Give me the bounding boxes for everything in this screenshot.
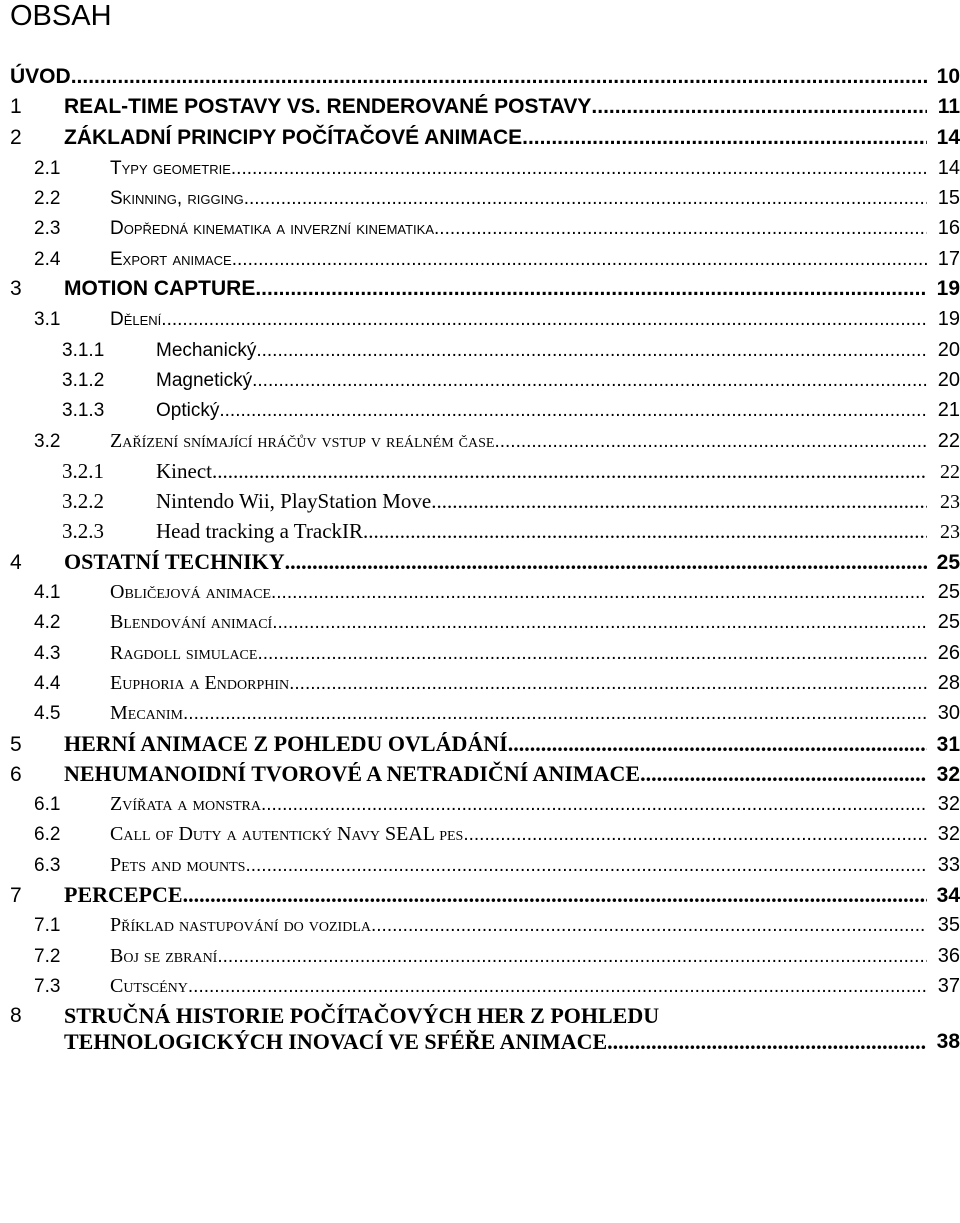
toc-entry-number: 4.3 (34, 642, 61, 664)
toc-entry-page: 22 (937, 429, 960, 452)
toc-entry-number: 3.2.1 (62, 458, 104, 483)
toc-entry-title: Ragdoll simulace (110, 641, 258, 664)
table-of-contents (0, 62, 960, 1055)
toc-entry-chapter-1[interactable] (0, 92, 960, 122)
dot-leader (285, 547, 927, 577)
toc-entry-title: PERCEPCE (64, 882, 183, 908)
toc-entry-section-3-1[interactable] (0, 304, 960, 334)
dot-leader (183, 880, 927, 910)
toc-entry-page: 19 (936, 277, 960, 301)
toc-entry-page: 19 (937, 308, 960, 331)
toc-entry-number: 2 (10, 125, 22, 149)
toc-entry-title: Call of Duty a autentický Navy SEAL pes (110, 823, 464, 846)
toc-entry-title: Kinect (156, 458, 212, 483)
toc-entry-section-4-1[interactable] (0, 577, 960, 607)
toc-entry-title: Mechanický (156, 339, 257, 361)
dot-leader (231, 154, 927, 184)
toc-entry-page: 20 (937, 338, 960, 361)
toc-entry-title: Dopředná kinematika a inverzní kinematika (110, 218, 435, 240)
toc-entry-section-4-4[interactable] (0, 668, 960, 698)
toc-entry-number: 8 (10, 1004, 22, 1028)
toc-entry-page: 16 (937, 217, 960, 240)
toc-entry-section-6-3[interactable] (0, 850, 960, 880)
dot-leader (257, 639, 927, 669)
toc-entry-number: 2.3 (34, 218, 61, 240)
toc-entry-number: 3.1.1 (62, 339, 105, 361)
dot-leader (463, 820, 927, 850)
toc-entry-page: 28 (937, 671, 960, 694)
toc-entry-title: Obličejová animace (110, 581, 271, 604)
toc-entry-title: Příklad nastupování do vozidla (110, 914, 371, 937)
toc-entry-title: Dělení (110, 309, 162, 331)
toc-entry-title: Export animace (110, 248, 232, 270)
toc-entry-number: 2.2 (34, 188, 61, 210)
toc-entry-page: 38 (936, 1030, 960, 1054)
toc-entry-title: Pets and mounts (110, 853, 246, 876)
dot-leader (271, 578, 927, 608)
toc-entry-page: 32 (937, 793, 960, 816)
toc-entry-title: ZÁKLADNÍ PRINCIPY POČÍTAČOVÉ ANIMACE (64, 125, 523, 149)
toc-entry-chapter-7[interactable] (0, 880, 960, 910)
dot-leader (212, 456, 927, 486)
toc-entry-title: Blendování animací (110, 611, 273, 634)
toc-entry-title: Cutscény (110, 974, 188, 997)
toc-entry-page: 31 (936, 732, 960, 756)
toc-entry-page: 23 (940, 521, 960, 544)
toc-entry-page: 17 (937, 247, 960, 270)
dot-leader (161, 305, 927, 335)
toc-entry-page: 22 (940, 460, 960, 483)
toc-entry-chapter-2[interactable] (0, 123, 960, 153)
toc-entry-section-7-2[interactable] (0, 941, 960, 971)
toc-entry-subsection-3-2-2[interactable] (0, 486, 960, 516)
toc-entry-page: 25 (937, 581, 960, 604)
toc-entry-section-4-5[interactable] (0, 698, 960, 728)
toc-entry-subsection-3-2-3[interactable] (0, 516, 960, 546)
toc-entry-section-4-2[interactable] (0, 607, 960, 637)
toc-entry-section-2-4[interactable] (0, 244, 960, 274)
dot-leader (363, 516, 927, 546)
dot-leader (640, 759, 927, 789)
dot-leader (522, 123, 927, 153)
toc-entry-chapter-4[interactable] (0, 547, 960, 577)
toc-entry-page: 10 (936, 65, 960, 88)
toc-entry-page: 32 (937, 823, 960, 846)
toc-entry-number: 7.3 (34, 975, 61, 997)
dot-leader (217, 942, 927, 972)
toc-entry-chapter-8[interactable] (0, 1001, 960, 1055)
toc-entry-title: MOTION CAPTURE (64, 277, 256, 301)
toc-entry-section-2-2[interactable] (0, 183, 960, 213)
toc-entry-page: 36 (937, 944, 960, 967)
page-title: OBSAH (10, 0, 112, 32)
toc-entry-title: REAL-TIME POSTAVY VS. RENDEROVANÉ POSTAVY (64, 95, 592, 119)
toc-entry-number: 3.1.2 (62, 369, 105, 391)
toc-entry-number: 4.4 (34, 672, 61, 694)
toc-entry-section-7-3[interactable] (0, 971, 960, 1001)
toc-entry-number: 6.2 (34, 824, 61, 846)
toc-entry-page: 33 (937, 853, 960, 876)
toc-entry-number: 7.1 (34, 915, 61, 937)
toc-entry-number: 7 (10, 884, 22, 908)
dot-leader (219, 396, 927, 426)
toc-entry-number: 2.1 (34, 157, 61, 179)
toc-entry-title: Boj se zbraní (110, 944, 218, 967)
dot-leader (371, 911, 927, 941)
toc-entry-page: 14 (937, 156, 960, 179)
toc-entry-page: 15 (937, 187, 960, 210)
toc-entry-title: Magnetický (156, 369, 253, 391)
toc-entry-title: Zařízení snímající hráčův vstup v reálném čase (110, 429, 495, 452)
dot-leader (607, 1029, 927, 1055)
toc-entry-title-line-2-row (64, 1029, 927, 1055)
dot-leader (289, 669, 927, 699)
toc-entry-intro[interactable] (0, 62, 960, 92)
toc-entry-number: 2.4 (34, 248, 61, 270)
toc-entry-chapter-5[interactable] (0, 729, 960, 759)
dot-leader (591, 92, 927, 122)
toc-entry-page: 14 (936, 125, 960, 149)
toc-entry-title: Euphoria a Endorphin (110, 671, 290, 694)
dot-leader (261, 790, 927, 820)
dot-leader (256, 336, 927, 366)
dot-leader (188, 972, 927, 1002)
dot-leader (431, 486, 927, 516)
toc-entry-number: 4 (10, 550, 22, 574)
toc-entry-title: Typy geometrie (110, 157, 231, 179)
toc-entry-page: 23 (940, 491, 960, 514)
toc-entry-section-6-1[interactable] (0, 789, 960, 819)
toc-entry-number: 7.2 (34, 945, 61, 967)
toc-entry-number: 4.2 (34, 612, 61, 634)
toc-entry-number: 1 (10, 95, 22, 119)
toc-entry-title-line-2: TEHNOLOGICKÝCH INOVACÍ VE SFÉŘE ANIMACE (64, 1029, 608, 1055)
toc-entry-subsection-3-2-1[interactable] (0, 456, 960, 486)
toc-entry-page: 25 (936, 550, 960, 574)
toc-entry-section-4-3[interactable] (0, 638, 960, 668)
dot-leader (272, 608, 927, 638)
toc-entry-number: 4.5 (34, 703, 61, 725)
toc-entry-number: 3.2.3 (62, 519, 104, 544)
toc-entry-number: 3.2.2 (62, 489, 104, 514)
toc-entry-section-2-3[interactable] (0, 213, 960, 243)
dot-leader (252, 366, 927, 396)
toc-entry-title-line-1: STRUČNÁ HISTORIE POČÍTAČOVÝCH HER Z POHLEDU (64, 1003, 660, 1029)
toc-entry-page: 26 (937, 641, 960, 664)
toc-entry-page: 37 (937, 974, 960, 997)
toc-entry-page: 25 (937, 611, 960, 634)
toc-entry-title: Optický (156, 400, 220, 422)
dot-leader (71, 62, 927, 92)
toc-entry-section-2-1[interactable] (0, 153, 960, 183)
toc-entry-title: Mecanim (110, 702, 184, 725)
toc-entry-number: 6.3 (34, 854, 61, 876)
toc-entry-number: 3.1.3 (62, 400, 105, 422)
toc-entry-page: 30 (937, 702, 960, 725)
toc-entry-title: Nintendo Wii, PlayStation Move (156, 489, 432, 514)
dot-leader (245, 851, 927, 881)
toc-entry-number: 6.1 (34, 794, 61, 816)
toc-entry-chapter-6[interactable] (0, 759, 960, 789)
toc-entry-page: 32 (936, 762, 960, 786)
toc-entry-title: Head tracking a TrackIR (156, 519, 364, 544)
dot-leader (494, 427, 927, 457)
dot-leader (508, 729, 927, 759)
dot-leader (244, 184, 927, 214)
toc-entry-title: HERNÍ ANIMACE Z POHLEDU OVLÁDÁNÍ (64, 730, 508, 756)
toc-entry-page: 34 (936, 884, 960, 908)
toc-entry-chapter-3[interactable] (0, 274, 960, 304)
toc-entry-title: OSTATNÍ TECHNIKY (64, 548, 285, 574)
toc-entry-title-block (64, 1003, 927, 1055)
toc-entry-page: 21 (937, 399, 960, 422)
dot-leader (255, 274, 927, 304)
toc-entry-number: 4.1 (34, 582, 61, 604)
toc-entry-section-7-1[interactable] (0, 910, 960, 940)
toc-entry-title: Zvířata a monstra (110, 793, 261, 816)
toc-entry-number: 3 (10, 277, 22, 301)
toc-entry-number: 3.2 (34, 430, 61, 452)
dot-leader (183, 699, 927, 729)
toc-entry-number: 5 (10, 732, 22, 756)
toc-entry-subsection-3-1-1[interactable] (0, 335, 960, 365)
toc-entry-title: NEHUMANOIDNÍ TVOROVÉ A NETRADIČNÍ ANIMACE (64, 760, 641, 786)
toc-entry-title: Skinning, rigging (110, 188, 244, 210)
toc-entry-number: 3.1 (34, 309, 61, 331)
toc-entry-page: 20 (937, 368, 960, 391)
toc-entry-page: 11 (937, 95, 960, 119)
toc-entry-section-3-2[interactable] (0, 426, 960, 456)
dot-leader (232, 245, 927, 275)
toc-entry-number: 6 (10, 762, 22, 786)
toc-entry-page: 35 (937, 914, 960, 937)
toc-entry-subsection-3-1-3[interactable] (0, 395, 960, 425)
toc-entry-subsection-3-1-2[interactable] (0, 365, 960, 395)
toc-entry-section-6-2[interactable] (0, 819, 960, 849)
dot-leader (434, 214, 927, 244)
toc-entry-title: ÚVOD (10, 65, 71, 88)
